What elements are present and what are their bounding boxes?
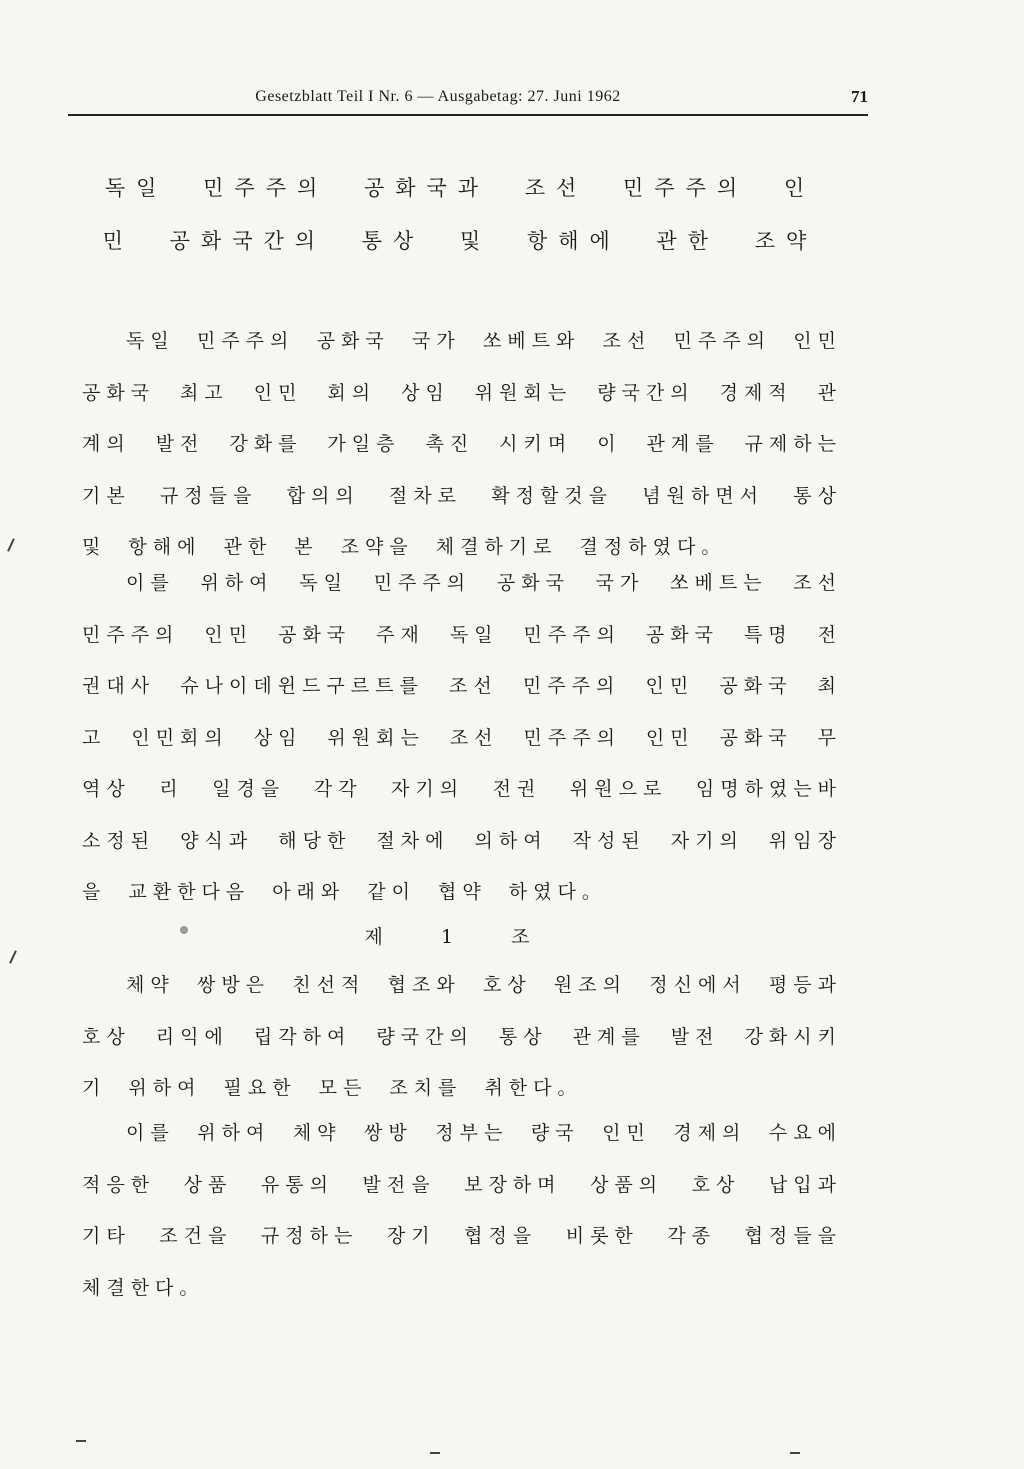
scan-mark <box>790 1452 800 1454</box>
article-1-heading: 제 1 조 <box>364 926 556 948</box>
treaty-title-line-2: 민 공화국간의 통상 및 항해에 관한 조약 <box>102 229 818 253</box>
article-1-paragraph-2: 이를 위하여 체약 쌍방 정부는 량국 인민 경제의 수요에 적응한 상품 유통의 발전을 보장하며 상품의 호상 납입과 기타 조건을 규정하는 장기 협정을 비롯한 각종 협정들을 체결한다。 <box>82 1122 842 1299</box>
article-1-paragraph-1: 체약 쌍방은 친선적 협조와 호상 원조의 정신에서 평등과 호상 리익에 립각하여 량국간의 통상 관계를 발전 강화시키기 위하여 필요한 모든 조치를 취한다。 <box>82 974 842 1099</box>
treaty-title-line-1: 독일 민주주의 공화국과 조선 민주주의 인 <box>104 176 816 200</box>
scan-mark <box>76 1440 86 1442</box>
preamble-paragraph-2: 이를 위하여 독일 민주주의 공화국 국가 쏘베트는 조선 민주주의 인민 공화국 주재 독일 민주주의 공화국 특명 전권대사 슈나이데윈드구르트를 조선 민주주의 인민 공화국 최고 인민회의 상임 위원회는 조선 민주주의 인민 공화국 무역상 리 일경을 각각 자기의 전권 위원으로 임명하였는바 소정된 양식과 해당한 절차에 의하여 작성된 자기의 위임장을 교환한다음 아래와 같이 협약 하였다。 <box>82 572 842 903</box>
scan-mark <box>430 1452 440 1454</box>
running-title: Gesetzblatt Teil I Nr. 6 — Ausgabetag: 27. Juni 1962 <box>255 88 621 105</box>
preamble-paragraph-1: 독일 민주주의 공화국 국가 쏘베트와 조선 민주주의 인민 공화국 최고 인민 회의 상임 위원회는 량국간의 경제적 관계의 발전 강화를 가일층 촉진 시키며 이 관계를 규제하는 기본 규정들을 합의의 절차로 확정할것을 념원하면서 통상 및 항해에 관한 본 조약을 체결하기로 결정하였다。 <box>82 330 842 558</box>
running-header <box>68 86 868 116</box>
scan-mark <box>9 950 17 964</box>
page-number: 71 <box>851 87 868 106</box>
scan-speck <box>180 926 188 934</box>
scan-mark <box>7 538 15 552</box>
